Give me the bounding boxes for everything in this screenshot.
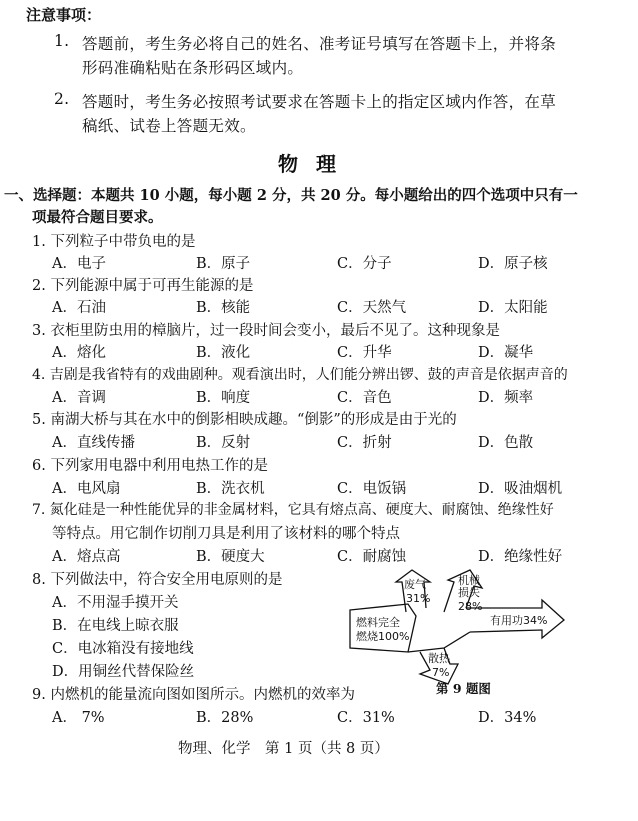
question-7-option-c: C．耐腐蚀 [337,549,407,565]
question-1-option-c: C．分子 [337,256,392,272]
figure-mech-pct: 28% [458,600,483,613]
question-6-option-b: B．洗衣机 [196,481,265,497]
notice-item-2-line2: 稿纸、试卷上答题无效。 [82,117,256,135]
question-1-option-b: B．原子 [196,256,251,272]
figure-mech-line1: 机械 [458,574,480,587]
question-3-option-d: D．凝华 [478,345,534,361]
figure-input-line1: 燃料完全 [356,616,400,629]
question-4-stem: 4. 吉剧是我省特有的戏曲剧种。观看演出时，人们能分辨出锣、鼓的声音是依据声音的 [32,367,568,383]
question-1-option-d: D．原子核 [478,256,548,272]
question-2-option-a: A．石油 [52,300,106,316]
question-2-stem: 2. 下列能源中属于可再生能源的是 [32,278,254,294]
figure-input-line2: 燃烧100% [356,630,410,643]
question-1-option-a: A．电子 [52,256,106,272]
question-4-option-d: D．频率 [478,390,534,406]
question-6-stem: 6. 下列家用电器中利用电热工作的是 [32,458,268,474]
question-6-option-d: D．吸油烟机 [478,481,563,497]
question-7-stem: 7. 氮化硅是一种性能优异的非金属材料，它具有熔点高、硬度大、耐腐蚀、绝缘性好 [32,502,554,518]
section-header-line2: 项最符合题目要求。 [32,209,163,226]
figure-waste-gas: 废气 [404,578,426,591]
question-3-stem: 3. 衣柜里防虫用的樟脑片，过一段时间会变小，最后不见了。这种现象是 [32,323,500,339]
notice-item-2-num: 2. [54,90,70,108]
question-5-stem: 5. 南湖大桥与其在水中的倒影相映成趣。“倒影”的形成是由于光的 [32,412,457,428]
question-6-option-a: A．电风扇 [52,481,121,497]
question-3-option-a: A．熔化 [52,345,106,361]
question-8-option-b: B．在电线上晾衣服 [52,618,179,634]
question-5-option-a: A．直线传播 [52,435,135,451]
question-3-option-b: B．液化 [196,345,251,361]
question-3-option-c: C．升华 [337,345,392,361]
question-9-option-a: A． 7% [52,710,105,726]
figure-heat-pct: 7% [432,666,450,679]
question-7-option-b: B．硬度大 [196,549,265,565]
figure-waste-gas-pct: 31% [406,592,431,605]
question-9-option-c: C．31% [337,710,395,726]
question-1-stem: 1. 下列粒子中带负电的是 [32,234,196,250]
notice-item-1-line2: 形码准确粘贴在条形码区域内。 [82,59,304,77]
question-7-option-a: A．熔点高 [52,549,121,565]
question-2-option-d: D．太阳能 [478,300,548,316]
question-4-option-b: B．响度 [196,390,251,406]
question-8-option-d: D．用铜丝代替保险丝 [52,664,195,680]
question-7-option-d: D．绝缘性好 [478,549,563,565]
section-header-line1: 一、选择题：本题共 10 小题，每小题 2 分，共 20 分。每小题给出的四个选项中只有一 [4,187,578,204]
page-footer: 物理、化学 第 1 页（共 8 页） [178,741,389,757]
question-8-option-c: C．电冰箱没有接地线 [52,641,194,657]
notice-item-2-line1: 答题时，考生务必按照考试要求在答题卡上的指定区域内作答，在草 [82,93,557,111]
figure-useful-work: 有用功34% [490,614,548,627]
question-2-option-b: B．核能 [196,300,251,316]
notice-heading: 注意事项： [26,6,102,24]
question-2-option-c: C．天然气 [337,300,407,316]
figure-heat: 散热 [428,652,450,665]
question-6-option-c: C．电饭锅 [337,481,407,497]
question-9-stem: 9. 内燃机的能量流向图如图所示。内燃机的效率为 [32,687,355,703]
question-5-option-c: C．折射 [337,435,392,451]
flow-waste-gas-arrow [396,570,430,612]
question-5-option-d: D．色散 [478,435,534,451]
question-8-stem: 8. 下列做法中，符合安全用电原则的是 [32,572,283,588]
figure-caption: 第 9 题图 [436,681,491,696]
notice-item-1-line1: 答题前，考生务必将自己的姓名、准考证号填写在答题卡上，并将条 [82,35,557,53]
page-title: 物理 [278,152,354,176]
question-7-stem-cont: 等特点。用它制作切削刀具是利用了该材料的哪个特点 [52,526,400,542]
question-8-option-a: A．不用湿手摸开关 [52,595,179,611]
question-4-option-a: A．音调 [52,390,106,406]
notice-item-1-num: 1. [54,32,70,50]
question-9-option-d: D．34% [478,710,537,726]
question-9-option-b: B．28% [196,710,254,726]
question-5-option-b: B．反射 [196,435,251,451]
flow-body [408,632,470,652]
energy-flow-diagram [346,568,568,696]
figure-mech-line2: 损失 [458,586,480,599]
question-4-option-c: C．音色 [337,390,392,406]
